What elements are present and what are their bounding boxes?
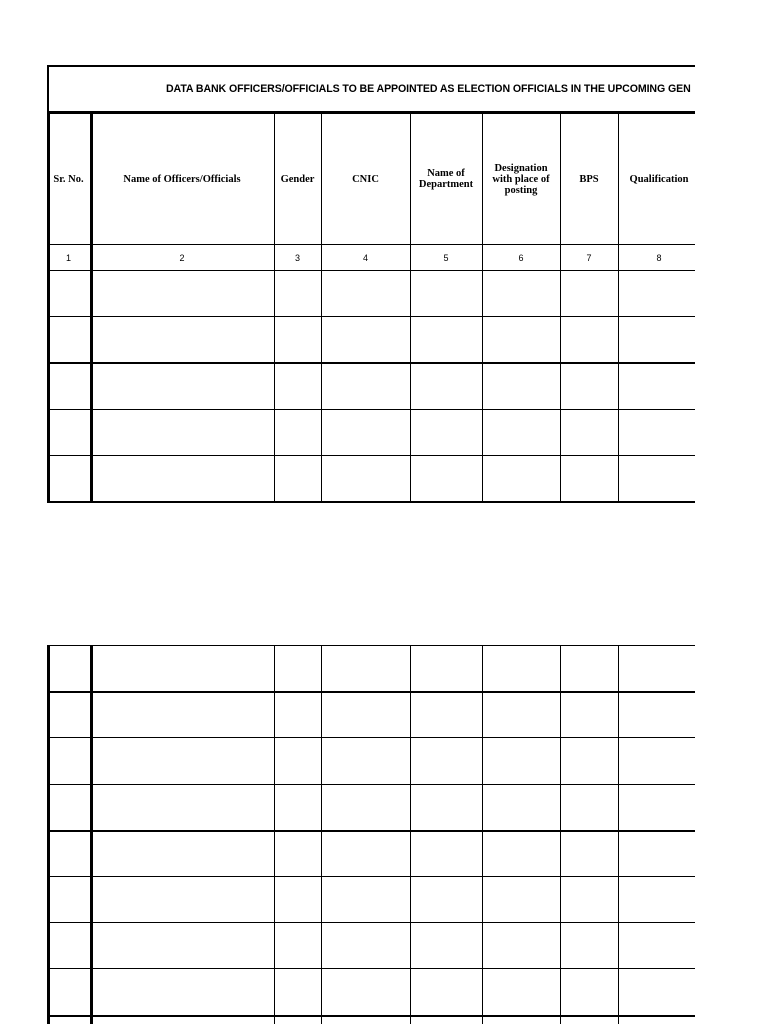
table-cell[interactable] [482, 317, 560, 363]
table-cell[interactable] [410, 410, 482, 456]
table-cell[interactable] [90, 646, 274, 692]
table-cell[interactable] [482, 969, 560, 1015]
table-cell[interactable] [410, 271, 482, 317]
table-cell[interactable] [410, 363, 482, 409]
table-cell[interactable] [482, 363, 560, 409]
table-cell[interactable] [618, 410, 695, 456]
column-header: Designation with place of posting [492, 162, 550, 196]
table-cell[interactable] [410, 646, 482, 692]
table-cell[interactable] [274, 831, 321, 877]
table-cell[interactable] [482, 738, 560, 784]
table-cell[interactable] [482, 831, 560, 877]
table-cell[interactable] [482, 646, 560, 692]
table-cell[interactable] [482, 877, 560, 923]
table-cell[interactable] [560, 692, 618, 738]
table-cell[interactable] [321, 692, 410, 738]
table-cell[interactable] [274, 646, 321, 692]
table-cell[interactable] [321, 877, 410, 923]
table-cell[interactable] [560, 923, 618, 969]
table-cell[interactable] [618, 969, 695, 1015]
table-cell[interactable] [482, 456, 560, 502]
table-cell[interactable] [47, 317, 90, 363]
table-cell[interactable] [274, 271, 321, 317]
column-number: 8 [656, 253, 662, 263]
table-cell[interactable] [410, 923, 482, 969]
table-cell[interactable] [618, 692, 695, 738]
table-cell[interactable] [410, 738, 482, 784]
table-cell[interactable] [560, 831, 618, 877]
table-cell[interactable] [618, 923, 695, 969]
table-cell[interactable] [560, 271, 618, 317]
table-cell[interactable] [560, 877, 618, 923]
table-cell[interactable] [321, 410, 410, 456]
column-header: CNIC [352, 173, 379, 185]
table-cell[interactable] [482, 692, 560, 738]
table-cell[interactable] [47, 923, 90, 969]
column-number: 2 [179, 253, 185, 263]
table-cell[interactable] [274, 877, 321, 923]
table-cell[interactable] [47, 456, 90, 502]
table-cell[interactable] [321, 923, 410, 969]
table-cell[interactable] [560, 410, 618, 456]
column-number: 1 [65, 253, 71, 263]
table-cell[interactable] [274, 317, 321, 363]
table-cell[interactable] [47, 410, 90, 456]
table-cell[interactable] [321, 271, 410, 317]
table-cell[interactable] [90, 877, 274, 923]
table-cell[interactable] [618, 831, 695, 877]
table-cell[interactable] [90, 738, 274, 784]
column-header: Gender [280, 173, 315, 185]
table-cell[interactable] [274, 410, 321, 456]
table-cell[interactable] [90, 271, 274, 317]
table-cell[interactable] [274, 363, 321, 409]
table-cell[interactable] [560, 969, 618, 1015]
table-cell[interactable] [90, 923, 274, 969]
table-cell[interactable] [482, 271, 560, 317]
table-cell[interactable] [47, 646, 90, 692]
table-cell[interactable] [321, 456, 410, 502]
table-cell[interactable] [618, 877, 695, 923]
sheet-title: DATA BANK OFFICERS/OFFICIALS TO BE APPOINTED AS ELECTION OFFICIALS IN THE UPCOMING GEN [166, 83, 691, 95]
table-cell[interactable] [321, 969, 410, 1015]
table-cell[interactable] [618, 456, 695, 502]
table-cell[interactable] [410, 317, 482, 363]
table-cell[interactable] [47, 831, 90, 877]
table-cell[interactable] [560, 363, 618, 409]
column-number: 6 [518, 253, 524, 263]
table-cell[interactable] [618, 363, 695, 409]
table-cell[interactable] [47, 969, 90, 1015]
table-cell[interactable] [618, 317, 695, 363]
table-cell[interactable] [47, 877, 90, 923]
table-cell[interactable] [410, 456, 482, 502]
table-cell[interactable] [274, 692, 321, 738]
table-cell[interactable] [90, 317, 274, 363]
table-cell[interactable] [321, 646, 410, 692]
table-cell[interactable] [560, 317, 618, 363]
table-cell[interactable] [47, 271, 90, 317]
column-number: 7 [586, 253, 592, 263]
table-cell[interactable] [47, 692, 90, 738]
table-cell[interactable] [410, 877, 482, 923]
table-cell[interactable] [274, 785, 321, 831]
table-cell[interactable] [321, 317, 410, 363]
table-cell[interactable] [560, 456, 618, 502]
column-header: Sr. No. [53, 173, 84, 185]
table-cell[interactable] [274, 738, 321, 784]
table-cell[interactable] [321, 831, 410, 877]
column-number: 4 [362, 253, 368, 263]
table-cell[interactable] [410, 969, 482, 1015]
table-cell[interactable] [618, 646, 695, 692]
table-cell[interactable] [618, 738, 695, 784]
table-cell[interactable] [90, 410, 274, 456]
table-cell[interactable] [560, 785, 618, 831]
column-header: Qualification [629, 173, 689, 185]
column-number: 3 [294, 253, 300, 263]
table-cell[interactable] [90, 969, 274, 1015]
table-cell[interactable] [90, 831, 274, 877]
table-cell[interactable] [482, 410, 560, 456]
table-cell[interactable] [560, 738, 618, 784]
table-cell[interactable] [410, 785, 482, 831]
table-cell[interactable] [618, 271, 695, 317]
table-cell[interactable] [321, 785, 410, 831]
column-header: Name of Officers/Officials [123, 173, 241, 185]
table-cell[interactable] [321, 363, 410, 409]
table-cell[interactable] [90, 456, 274, 502]
table-cell[interactable] [47, 738, 90, 784]
table-cell[interactable] [47, 363, 90, 409]
table-cell[interactable] [410, 692, 482, 738]
table-cell[interactable] [560, 646, 618, 692]
column-header: Name of Department [418, 168, 474, 190]
table-cell[interactable] [410, 831, 482, 877]
title-box [47, 65, 695, 113]
table-cell[interactable] [482, 785, 560, 831]
table-cell[interactable] [90, 692, 274, 738]
table-cell[interactable] [274, 969, 321, 1015]
column-header: BPS [579, 173, 599, 185]
column-number: 5 [443, 253, 449, 263]
table-cell[interactable] [90, 785, 274, 831]
table-cell[interactable] [482, 923, 560, 969]
table-cell[interactable] [274, 923, 321, 969]
table-cell[interactable] [47, 785, 90, 831]
table-cell[interactable] [321, 738, 410, 784]
table-cell[interactable] [274, 456, 321, 502]
table-cell[interactable] [90, 363, 274, 409]
table-cell[interactable] [618, 785, 695, 831]
